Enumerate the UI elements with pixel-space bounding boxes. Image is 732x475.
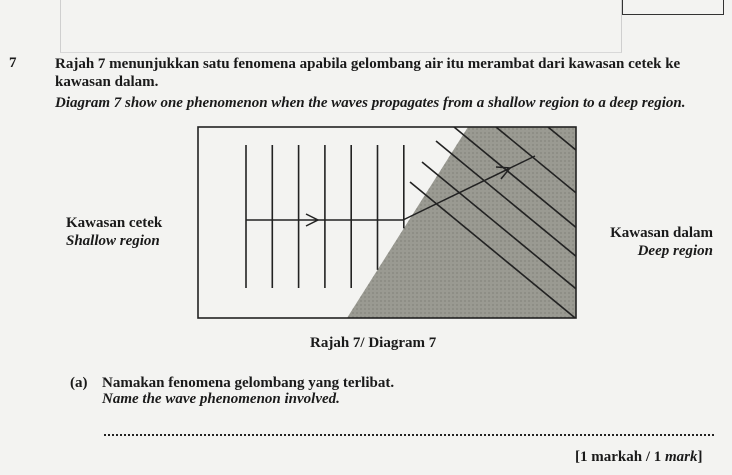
question-number: 7 — [9, 55, 17, 71]
shallow-label-malay: Kawasan cetek — [66, 215, 163, 231]
marks-prefix: [1 markah / 1 — [575, 449, 665, 465]
marks-allocation — [575, 449, 703, 466]
part-a-tag: (a) — [70, 375, 88, 391]
answer-line[interactable] — [104, 434, 714, 436]
diagram-caption: Rajah 7/ Diagram 7 — [310, 335, 437, 351]
shallow-label-english: Shallow region — [66, 233, 160, 249]
question-text-english: Diagram 7 show one phenomenon when the waves propagates from a shallow region to a deep region. — [55, 95, 686, 111]
part-a-text-malay: Namakan fenomena gelombang yang terlibat. — [102, 375, 395, 391]
marks-suffix: ] — [697, 449, 703, 465]
part-a-text-english: Name the wave phenomenon involved. — [102, 391, 340, 407]
deep-region-texture — [347, 127, 576, 318]
deep-label-malay: Kawasan dalam — [610, 225, 713, 241]
marks-italic: mark — [665, 449, 698, 465]
question-text-malay: Rajah 7 menunjukkan satu fenomena apabila gelombang air itu merambat dari kawasan cetek ke kawasan dalam. — [55, 56, 681, 90]
deep-label-english: Deep region — [637, 243, 713, 259]
